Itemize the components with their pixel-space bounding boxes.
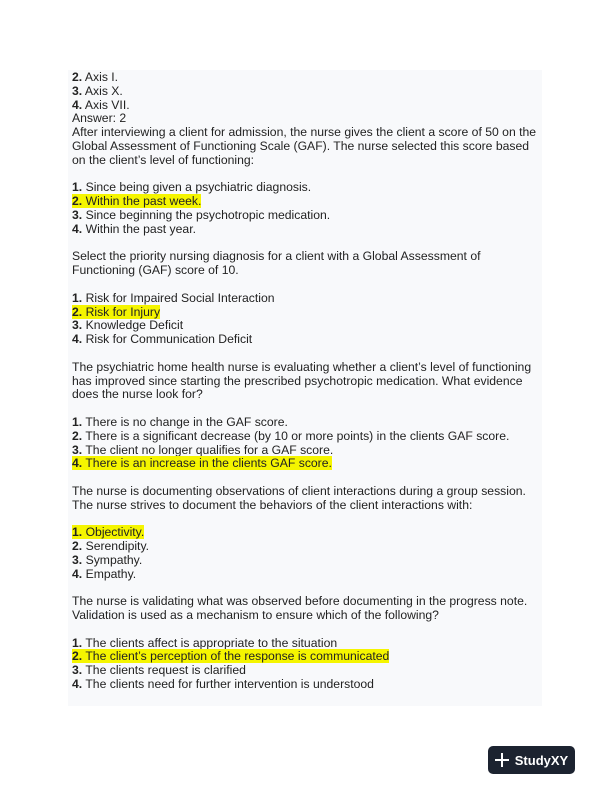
option-line: 1. Risk for Impaired Social Interaction xyxy=(72,290,275,305)
option-line: 4. The clients need for further intervention is understood xyxy=(72,677,374,692)
option-line: 2. Serendipity. xyxy=(72,539,150,554)
option-line: 4. Within the past year. xyxy=(72,221,196,236)
option-line-highlighted: 2. Within the past week. xyxy=(72,194,202,209)
option-line: 2. There is a significant decrease (by 10 or more points) in the clients GAF score. xyxy=(72,428,510,443)
option-line-highlighted: 1. Objectivity. xyxy=(72,525,145,540)
option-line: 4. Risk for Communication Deficit xyxy=(72,332,253,347)
option-line: 1. Since being given a psychiatric diagnosis. xyxy=(72,180,312,195)
option-line: 2. Axis I. xyxy=(72,70,119,84)
question-stem: Select the priority nursing diagnosis for a client with a Global Assessment of Functioning (GAF) score of 10. xyxy=(72,249,481,278)
document-body xyxy=(68,70,542,706)
option-line: 3. The client no longer qualifies for a GAF score. xyxy=(72,442,334,457)
option-line: 1. There is no change in the GAF score. xyxy=(72,414,288,429)
question-stem: The psychiatric home health nurse is evaluating whether a client’s level of functioning has improved since starting the prescribed psychotropic medication. What evidence does the nurse look for? xyxy=(72,359,532,402)
question-stem: After interviewing a client for admission, the nurse gives the client a score of 50 on the Global Assessment of Functioning Scale (GAF). The nurse selected this score based on the client’s level of functioning: xyxy=(72,125,537,167)
option-line: 3. Knowledge Deficit xyxy=(72,318,184,333)
question-stem: The nurse is validating what was observed before documenting in the progress note. Validation is used as a mechanism to ensure which of the following? xyxy=(72,594,528,623)
option-line: 4. Empathy. xyxy=(72,566,137,581)
option-line-highlighted: 2. The client’s perception of the response is communicated xyxy=(72,649,390,664)
option-line: 3. Sympathy. xyxy=(72,552,143,567)
option-line-highlighted: 2. Risk for Injury xyxy=(72,304,161,319)
option-line: 3. Since beginning the psychotropic medication. xyxy=(72,207,331,222)
option-line: 3. The clients request is clarified xyxy=(72,663,246,678)
option-line: 3. Axis X. xyxy=(72,83,123,98)
question-stem: The nurse is documenting observations of client interactions during a group session. The nurse strives to document the behaviors of the client interactions with: xyxy=(72,483,526,512)
option-line: 4. Axis VII. xyxy=(72,97,130,112)
option-line: 1. The clients affect is appropriate to the situation xyxy=(72,635,338,650)
option-line-highlighted: 4. There is an increase in the clients GAF score. xyxy=(72,456,332,471)
studyxy-badge[interactable] xyxy=(488,746,575,774)
answer-line: Answer: 2 xyxy=(72,111,127,126)
plus-icon xyxy=(495,753,509,767)
badge-label: StudyXY xyxy=(514,752,569,768)
